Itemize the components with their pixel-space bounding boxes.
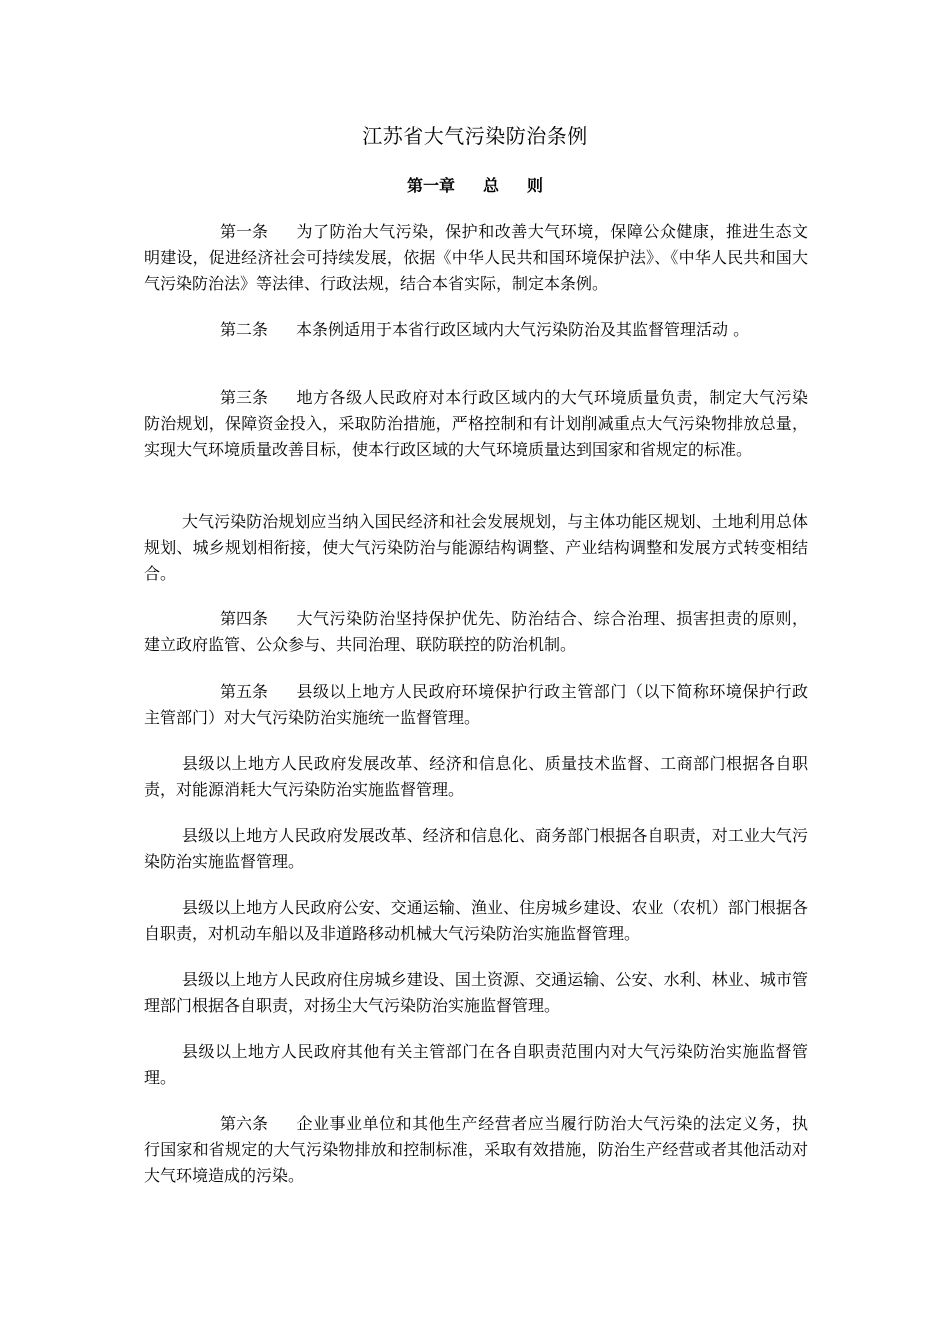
article-text: 县级以上地方人民政府发展改革、经济和信息化、质量技术监督、工商部门根据各自职责，对能源消耗大气污染防治实施监督管理。 <box>144 754 808 799</box>
chapter-name-part2: 则 <box>527 176 544 195</box>
article-text: 地方各级人民政府对本行政区域内的大气环境质量负责，制定大气污染防治规划，保障资金投入，采取防治措施，严格控制和有计划削减重点大气污染物排放总量，实现大气环境质量改善目标，使本行政区域的大气环境质量达到国家和省规定的标准。 <box>144 388 808 459</box>
article-4-paragraph <box>144 606 808 658</box>
article-6-paragraph <box>144 1111 808 1189</box>
article-text: 县级以上地方人民政府其他有关主管部门在各自职责范围内对大气污染防治实施监督管理。 <box>144 1042 808 1087</box>
article-1-paragraph <box>144 219 808 297</box>
article-number: 第三条 <box>220 388 269 407</box>
article-text: 县级以上地方人民政府公安、交通运输、渔业、住房城乡建设、农业（农机）部门根据各自职责，对机动车船以及非道路移动机械大气污染防治实施监督管理。 <box>144 898 808 943</box>
article-number: 第四条 <box>220 609 269 628</box>
article-number: 第五条 <box>220 682 269 701</box>
article-number: 第六条 <box>220 1114 269 1133</box>
document-title: 江苏省大气污染防治条例 <box>362 124 588 148</box>
article-5-paragraph-5 <box>144 967 808 1019</box>
article-5-paragraph-6 <box>144 1039 808 1091</box>
article-3-paragraph-2 <box>144 509 808 587</box>
chapter-name-part1: 总 <box>482 176 499 195</box>
chapter-number: 第一章 <box>406 176 455 195</box>
article-text: 企业事业单位和其他生产经营者应当履行防治大气污染的法定义务，执行国家和省规定的大气污染物排放和控制标准，采取有效措施，防治生产经营或者其他活动对大气环境造成的污染。 <box>144 1114 808 1185</box>
article-5-paragraph-2 <box>144 751 808 803</box>
article-text: 本条例适用于本省行政区域内大气污染防治及其监督管理活动 。 <box>296 320 750 339</box>
article-3-paragraph <box>144 385 808 463</box>
article-number: 第一条 <box>220 222 269 241</box>
article-text: 县级以上地方人民政府住房城乡建设、国土资源、交通运输、公安、水利、林业、城市管理部门根据各自职责，对扬尘大气污染防治实施监督管理。 <box>144 970 808 1015</box>
article-text: 大气污染防治坚持保护优先、防治结合、综合治理、损害担责的原则，建立政府监管、公众参与、共同治理、联防联控的防治机制。 <box>144 609 808 654</box>
article-5-paragraph <box>144 679 808 731</box>
article-text: 县级以上地方人民政府发展改革、经济和信息化、商务部门根据各自职责，对工业大气污染防治实施监督管理。 <box>144 826 808 871</box>
article-2-paragraph <box>144 317 808 343</box>
article-5-paragraph-4 <box>144 895 808 947</box>
article-text: 为了防治大气污染，保护和改善大气环境，保障公众健康，推进生态文明建设，促进经济社会可持续发展，依据《中华人民共和国环境保护法》、《中华人民共和国大气污染防治法》等法律、行政法规，结合本省实际，制定本条例。 <box>144 222 808 293</box>
article-text: 大气污染防治规划应当纳入国民经济和社会发展规划，与主体功能区规划、土地利用总体规划、城乡规划相衔接，使大气污染防治与能源结构调整、产业结构调整和发展方式转变相结合。 <box>144 512 808 583</box>
article-number: 第二条 <box>220 320 269 339</box>
article-5-paragraph-3 <box>144 823 808 875</box>
article-text: 县级以上地方人民政府环境保护行政主管部门（以下简称环境保护行政主管部门）对大气污染防治实施统一监督管理。 <box>144 682 808 727</box>
chapter-heading <box>0 174 950 198</box>
